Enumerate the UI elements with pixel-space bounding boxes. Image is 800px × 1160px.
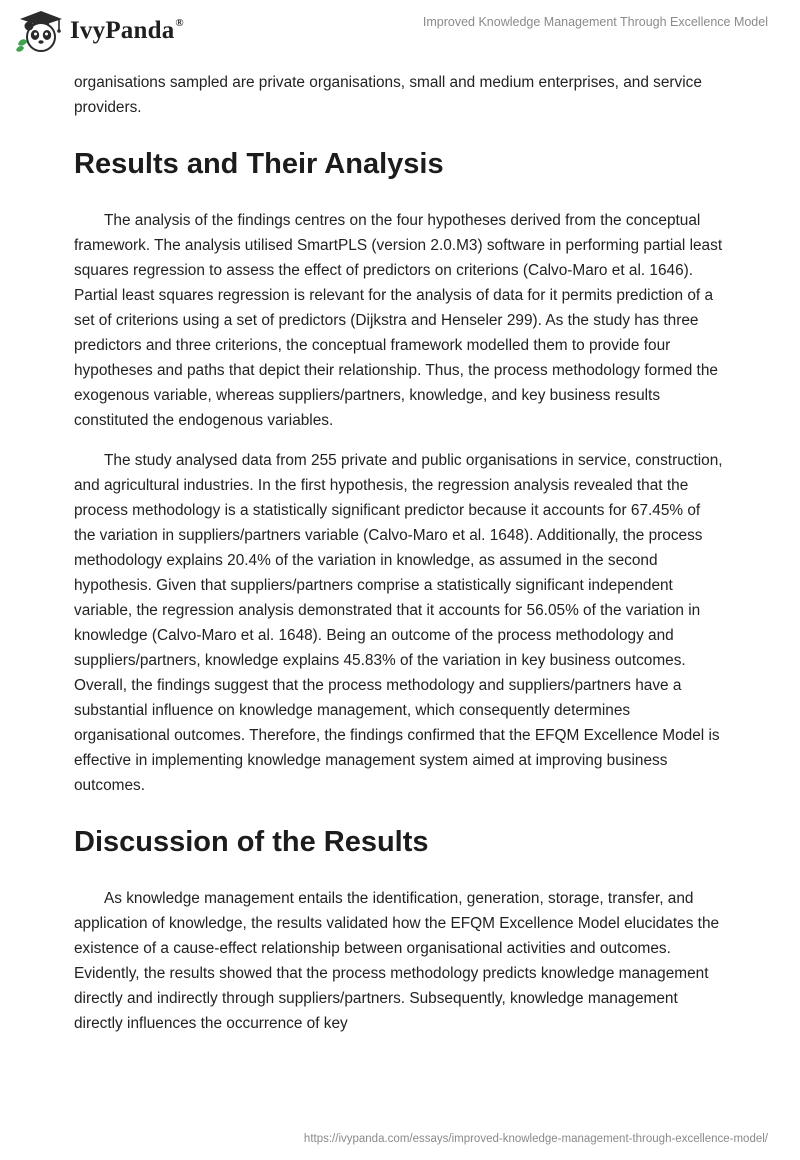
essay-body [74, 70, 724, 1051]
page-header [0, 0, 800, 62]
results-paragraph-2: The study analysed data from 255 private and public organisations in service, construction, and agricultural industries. In the first hypothesis, the regression analysis revealed that the process methodology is a statistically significant predictor because it accounts for 67.45% of the variation in suppliers/partners variable (Calvo-Maro et al. 1648). Additionally, the process methodology explains 20.4% of the variation in knowledge, as assumed in the second hypothesis. Given that suppliers/partners comprise a statistically significant independent variable, the regression analysis demonstrated that it accounts for 56.05% of the variation in knowledge (Calvo-Maro et al. 1648). Being an outcome of the process methodology and suppliers/partners, knowledge explains 45.83% of the variation in key business outcomes. Overall, the findings suggest that the process methodology and suppliers/partners have a substantial influence on knowledge management, which consequently determines organisational outcomes. Therefore, the findings confirmed that the EFQM Excellence Model is effective in implementing knowledge management system aimed at improving business outcomes. [74, 452, 723, 794]
intro-paragraph: organisations sampled are private organisations, small and medium enterprises, and service providers. [74, 74, 702, 116]
results-paragraph-1: The analysis of the findings centres on the four hypotheses derived from the conceptual framework. The analysis utilised SmartPLS (version 2.0.M3) software in performing partial least squares regression to assess the effect of predictors on criterions (Calvo-Maro et al. 1646). Partial least squares regression is relevant for the analysis of data for it permits prediction of a set of criterions using a set of predictors (Dijkstra and Henseler 299). As the study has three predictors and three criterions, the conceptual framework modelled them to provide four hypotheses and paths that depict their relationship. Thus, the process methodology formed the exogenous variable, whereas suppliers/partners, knowledge, and key business results constituted the endogenous variables. [74, 212, 723, 429]
section-heading-results: Results and Their Analysis [74, 148, 444, 180]
document-title: Improved Knowledge Management Through Excellence Model [422, 15, 768, 29]
panda-mascot-icon [14, 8, 66, 54]
discussion-paragraph-1: As knowledge management entails the identification, generation, storage, transfer, and application of knowledge, the results validated how the EFQM Excellence Model elucidates the existence of a cause-effect relationship between organisational activities and outcomes. Evidently, the results showed that the process methodology predicts knowledge management directly and indirectly through suppliers/partners. Subsequently, knowledge management directly influences the occurrence of key [74, 890, 720, 1032]
brand-logo[interactable] [14, 8, 184, 54]
source-url[interactable]: https://ivypanda.com/essays/improved-knowledge-management-through-excellence-model/ [303, 1133, 768, 1145]
registered-mark: ® [175, 17, 184, 29]
brand-name: IvyPanda® [70, 17, 184, 44]
section-heading-discussion: Discussion of the Results [74, 826, 429, 858]
